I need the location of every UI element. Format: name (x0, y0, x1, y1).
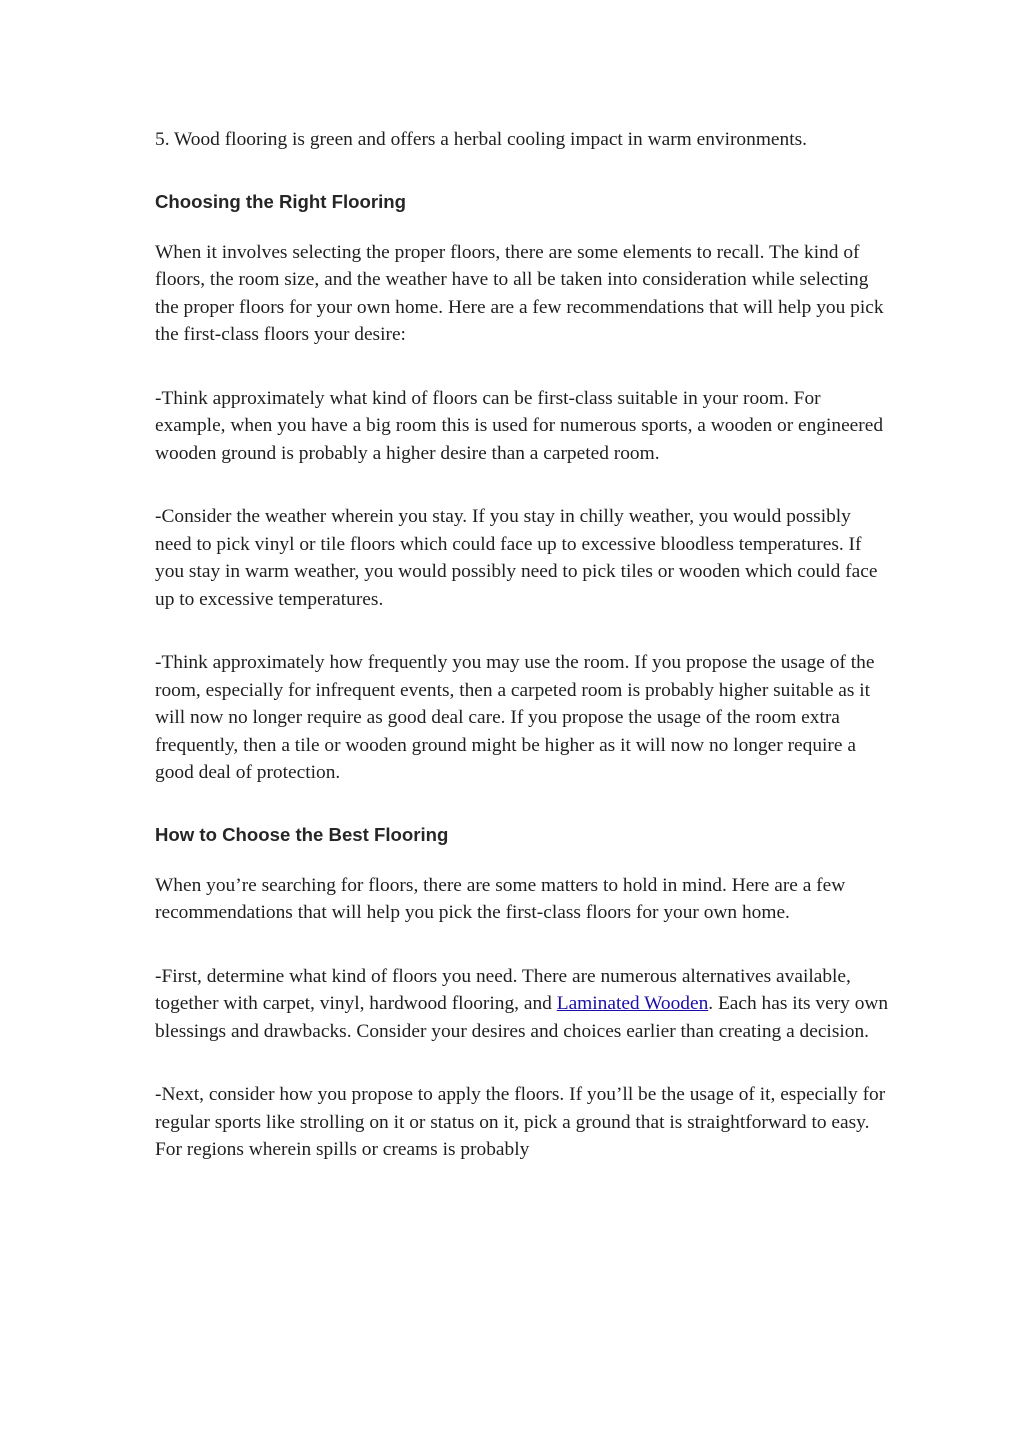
heading-how-to-choose: How to Choose the Best Flooring (155, 823, 449, 845)
paragraph-think-frequency: -Think approximately how frequently you may use the room. If you propose the usage of the room, especially for infrequent events, then a carpeted room is probably higher suitable as it will now no longer require as good deal care. If you propose the usage of the room extra frequently, then a tile or wooden ground might be higher as it will now no longer require a good deal of protection. (155, 652, 875, 783)
document-page (155, 126, 890, 1164)
paragraph-first-determine (155, 963, 890, 1046)
paragraph-think-kind: -Think approximately what kind of floors can be first-class suitable in your room. For example, when you have a big room this is used for numerous sports, a wooden or engineered wooden ground is probably a higher desire than a carpeted room. (155, 387, 884, 464)
heading-choosing-right-flooring: Choosing the Right Flooring (155, 190, 406, 212)
paragraph-searching-floors: When you’re searching for floors, there are some matters to hold in mind. Here are a few recommendations that will help you pick the first-class floors for your own home. (155, 874, 846, 923)
paragraph-consider-weather: -Consider the weather wherein you stay. If you stay in chilly weather, you would possibly need to pick vinyl or tile floors which could face up to excessive bloodless temperatures. If you stay in warm weather, you would possibly need to pick tiles or wooden which could face up to excessive temperatures. (155, 506, 878, 610)
paragraph-selecting-floors: When it involves selecting the proper floors, there are some elements to recall. The kind of floors, the room size, and the weather have to all be taken into consideration while selecting the proper floors for your own home. Here are a few recommendations that will help you pick the first-class floors your desire: (155, 241, 884, 345)
paragraph-wood-green: 5. Wood flooring is green and offers a herbal cooling impact in warm environments. (155, 129, 807, 150)
laminated-wooden-link[interactable]: Laminated Wooden (556, 993, 709, 1014)
paragraph-next-consider: -Next, consider how you propose to apply the floors. If you’ll be the usage of it, especially for regular sports like strolling on it or status on it, pick a ground that is straightforward to easy. For regions wherein spills or creams is probably (155, 1084, 886, 1160)
paragraph-first-determine-after: . Each has its very own blessings and drawbacks. Consider your desires and choices earlier than creating a decision. (155, 993, 889, 1042)
paragraph-first-determine-before: -First, determine what kind of floors you need. There are numerous alternatives available, together with carpet, vinyl, hardwood flooring, and (155, 965, 851, 1014)
